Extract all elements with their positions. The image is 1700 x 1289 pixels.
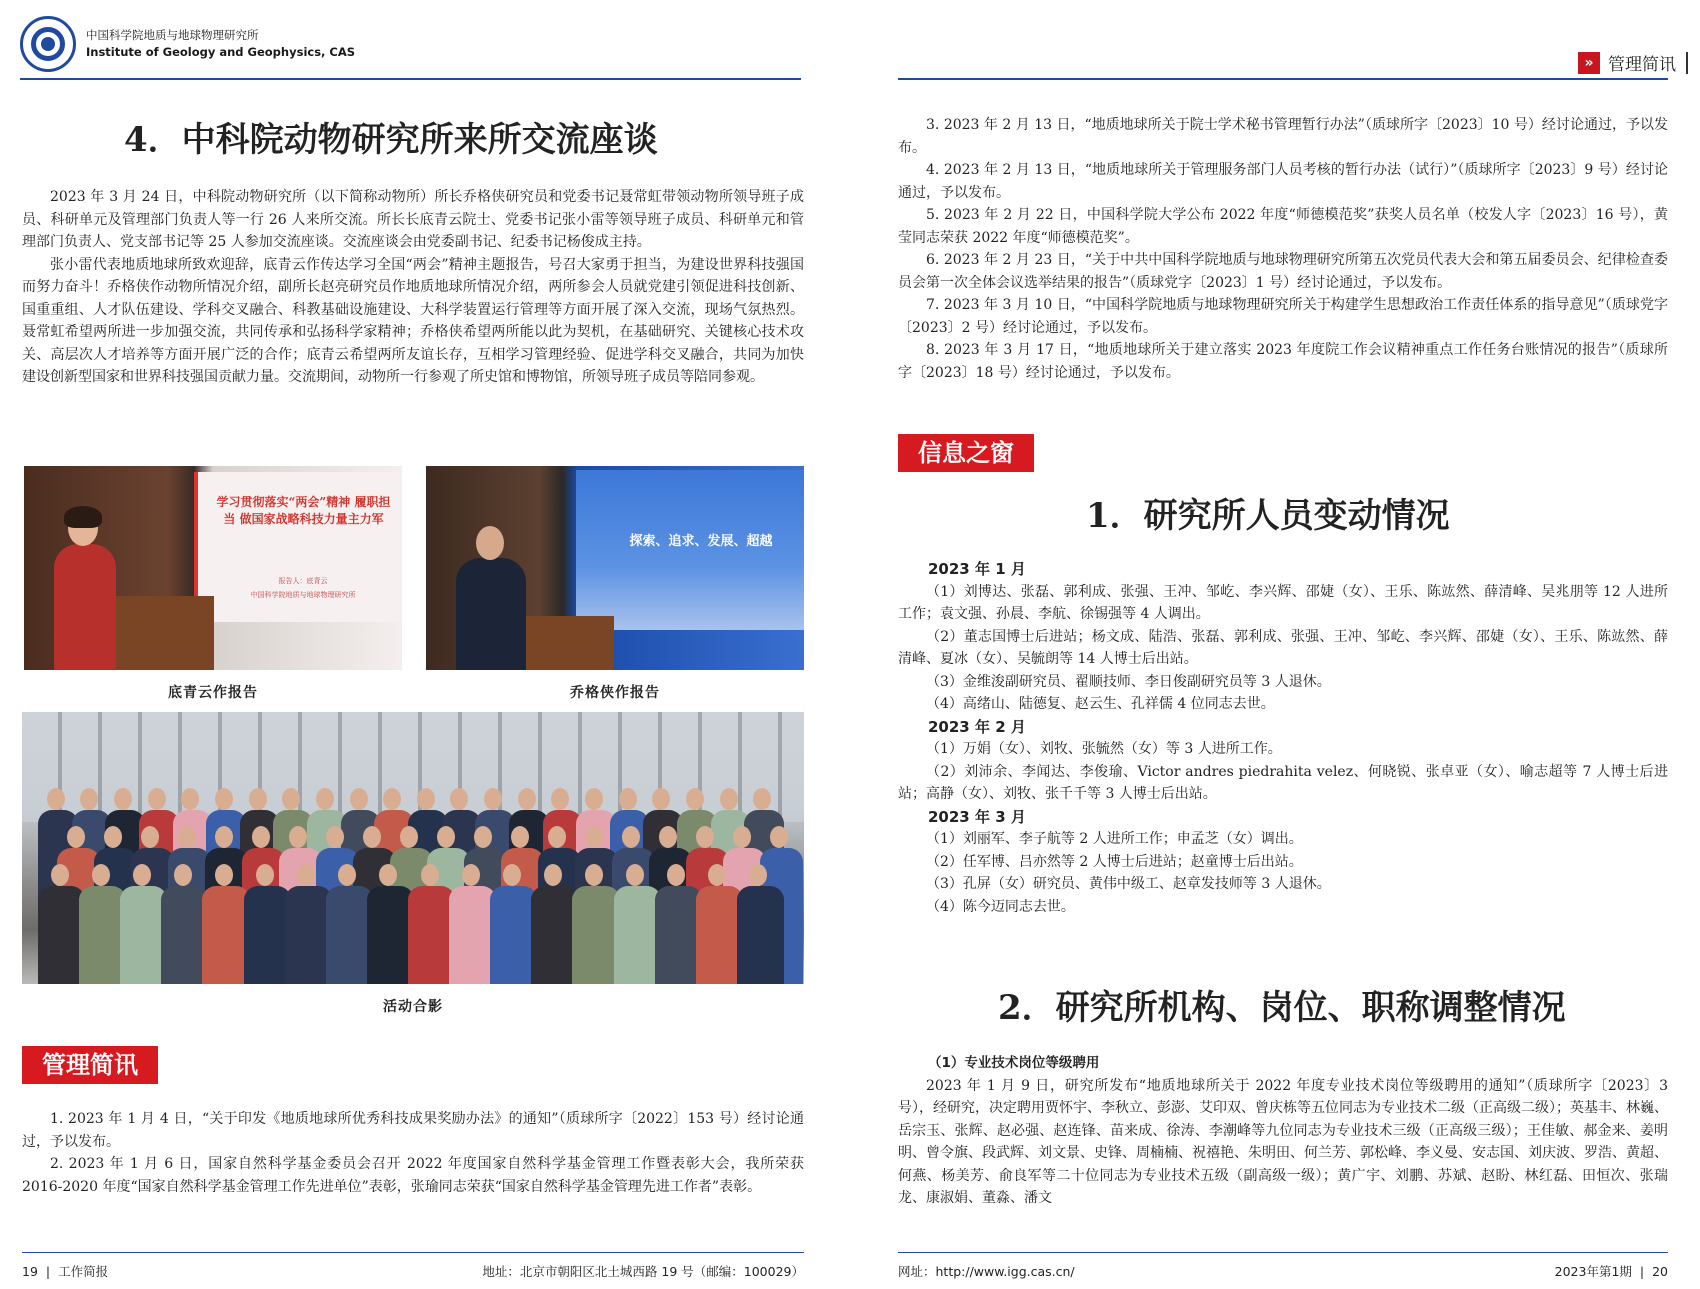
- group-photo-head: [178, 826, 196, 848]
- group-photo-head: [249, 788, 267, 810]
- group-photo-person: [531, 886, 578, 984]
- group-photo-head: [474, 826, 492, 848]
- news-item: 2. 2023 年 1 月 6 日，国家自然科学基金委员会召开 2022 年度国家自然科学基金管理工作暨表彰大会，我所荣获 2016-2020 年度“国家自然科学基金管理工作先进单位”表彰，张瑜同志荣获“国家自然科学基金管理先进工作者”表彰。: [22, 1156, 804, 1195]
- group-photo-head: [686, 788, 704, 810]
- group-photo-person: [490, 886, 537, 984]
- photo-caption: 底青云作报告: [168, 685, 258, 701]
- group-photo-head: [626, 864, 644, 886]
- group-photo-head: [753, 788, 771, 810]
- group-photo-head: [363, 826, 381, 848]
- podium: [104, 596, 214, 670]
- change-item: （1）刘博达、张磊、郭利成、张强、王冲、邹屹、李兴辉、邵婕（女）、王乐、陈竑然、薛清峰、吴兆朋等 12 人进所工作；袁文强、孙晨、李航、徐锡强等 4 人调出。: [898, 583, 1668, 622]
- group-photo-head: [551, 788, 569, 810]
- staff-changes: [898, 558, 1668, 918]
- position-adjustments: [898, 1052, 1668, 1210]
- group-photo-person: [408, 886, 455, 984]
- speaker-figure: [456, 526, 526, 670]
- slide-title: 学习贯彻落实“两会”精神 履职担当 做国家战略科技力量主力军: [216, 495, 391, 526]
- group-photo-head: [104, 826, 122, 848]
- group-photo-head: [316, 788, 334, 810]
- group-photo-head: [215, 864, 233, 886]
- group-photo-head: [770, 826, 788, 848]
- issue-label: 2023年第1期: [1554, 1264, 1632, 1279]
- page-number: 19: [22, 1264, 38, 1279]
- group-photo-head: [252, 826, 270, 848]
- news-item: 8. 2023 年 3 月 17 日，“地质地球所关于建立落实 2023 年度院工作会议精神重点工作任务台账情况的报告”（质球所字〔2023〕18 号）经讨论通过，予以发布。: [898, 342, 1668, 381]
- institute-header: [20, 16, 355, 72]
- institute-name-en: Institute of Geology and Geophysics, CAS: [86, 45, 356, 59]
- group-photo-head: [174, 864, 192, 886]
- group-photo-head: [659, 826, 677, 848]
- change-item: （2）董志国博士后进站；杨文成、陆浩、张磊、郭利成、张强、王冲、邹屹、李兴辉、邵婕（女）、王乐、陈竑然、薛清峰、夏冰（女）、吴毓朗等 14 人博士后出站。: [898, 628, 1668, 667]
- group-photo-head: [80, 788, 98, 810]
- group-photo-head: [350, 788, 368, 810]
- article-title: 4．中科院动物研究所来所交流座谈: [124, 120, 658, 160]
- footer-rule: [898, 1252, 1668, 1253]
- footer-rule: [22, 1252, 804, 1253]
- section-title: 1．研究所人员变动情况: [1086, 496, 1450, 536]
- group-photo-head: [51, 864, 69, 886]
- change-item: （3）金维浚副研究员、翟顺技师、李日俊副研究员等 3 人退休。: [926, 673, 1331, 690]
- group-photo-head: [437, 826, 455, 848]
- group-photo-person: [367, 886, 414, 984]
- news-item: 4. 2023 年 2 月 13 日，“地质地球所关于管理服务部门人员考核的暂行办法（试行）”（质球所字〔2023〕9 号）经讨论通过，予以发布。: [898, 162, 1668, 201]
- group-photo-head: [450, 788, 468, 810]
- group-photo-head: [326, 826, 344, 848]
- photo-di-qingyun-report: [24, 466, 402, 670]
- group-photo-head: [67, 826, 85, 848]
- presentation-slide: [194, 472, 402, 622]
- group-photo-head: [518, 788, 536, 810]
- article-body: [22, 186, 804, 389]
- month-heading: 2023 年 1 月: [928, 560, 1026, 578]
- group-photo-head: [720, 788, 738, 810]
- article-paragraph: 张小雷代表地质地球所致欢迎辞，底青云作传达学习全国“两会”精神主题报告，号召大家勇于担当，为建设世界科技强国而努力奋斗！乔格侠作动物所情况介绍，副所长赵亮研究员作地质地球所情况介绍，两所参会人员就党建引领促进科技创新、国重重组、人才队伍建设、学科交叉融合、科教基础设施建设、大科学装置运行管理等方面开展了深入交流，现场气氛热烈。聂常虹希望两所进一步加强交流，共同传承和弘扬科学家精神；乔格侠希望两所能以此为契机，在基础研究、关键核心技术攻关、高层次人才培养等方面开展广泛的合作；底青云希望两所友谊长存，互相学习管理经验、促进学科交叉融合，共同为加快建设创新型国家和世界科技强国贡献力量。交流期间，动物所一行参观了所史馆和博物馆，所领导班子成员等陪同参观。: [22, 256, 804, 385]
- institute-name-cn: 中国科学院地质与地球物理研究所: [86, 28, 259, 42]
- group-photo-head: [544, 864, 562, 886]
- change-item: （1）万娟（女）、刘牧、张毓然（女）等 3 人进所工作。: [926, 741, 1282, 757]
- news-item: 5. 2023 年 2 月 22 日，中国科学院大学公布 2022 年度“师德模范奖”获奖人员名单（校发人字〔2023〕16 号），黄莹同志荣获 2022 年度“师德模范奖”。: [898, 207, 1668, 246]
- group-photo-head: [400, 826, 418, 848]
- header-rule: [898, 78, 1668, 80]
- group-photo-person: [202, 886, 249, 984]
- slide-reporter-block: [208, 574, 398, 602]
- news-list: [22, 1108, 804, 1198]
- institute-logo: [20, 16, 76, 72]
- news-item: 1. 2023 年 1 月 4 日，“关于印发《地质地球所优秀科技成果奖励办法》的通知”（质球所字〔2022〕153 号）经讨论通过，予以发布。: [22, 1111, 804, 1150]
- group-photo-head: [133, 864, 151, 886]
- institute-name: [86, 27, 355, 61]
- group-photo-person: [696, 886, 743, 984]
- group-photo-person: [655, 886, 702, 984]
- change-item: （3）孔屏（女）研究员、黄伟中级工、赵章发技师等 3 人退休。: [926, 876, 1331, 892]
- group-photo-head: [585, 864, 603, 886]
- group-photo-head: [141, 826, 159, 848]
- change-item: （1）刘丽军、李子航等 2 人进所工作；申孟芝（女）调出。: [926, 831, 1303, 847]
- group-photo-person: [614, 886, 661, 984]
- header-rule: [20, 78, 801, 80]
- slide-org: 中国科学院地质与地球物理研究所: [250, 591, 356, 599]
- group-photo-head: [114, 788, 132, 810]
- footer-left: 19 | 工作简报: [22, 1264, 109, 1279]
- group-photo-person: [285, 886, 332, 984]
- group-photo-head: [585, 788, 603, 810]
- group-photo-head: [585, 826, 603, 848]
- group-photo-head: [622, 826, 640, 848]
- change-item: （2）任军博、吕亦然等 2 人博士后进站；赵童博士后出站。: [926, 853, 1303, 870]
- change-item: （4）陈今迈同志去世。: [926, 898, 1075, 915]
- group-photo-head: [619, 788, 637, 810]
- section-tag: 管理简讯: [22, 1046, 158, 1084]
- group-photo: [22, 712, 804, 984]
- group-photo-head: [548, 826, 566, 848]
- news-item: 3. 2023 年 2 月 13 日，“地质地球所关于院士学术秘书管理暂行办法”（质球所字〔2023〕10 号）经讨论通过，予以发布。: [898, 117, 1668, 156]
- news-item: 7. 2023 年 3 月 10 日，“中国科学院地质与地球物理研究所关于构建学生思想政治工作责任体系的指导意见”（质球党字〔2023〕2 号）经讨论通过，予以发布。: [898, 297, 1668, 336]
- article-paragraph: 2023 年 3 月 24 日，中科院动物研究所（以下简称动物所）所长乔格侠研究员和党委书记聂常虹带领动物所领导班子成员、科研单元及管理部门负责人等一行 26 人来所交流。所长长底青云院士、党委书记张小雷等领导班子成员、科研单元和管理部门负责人、党支部书记等 25 人参加交流座谈。交流座谈会由党委副书记、纪委书记杨俊成主持。: [22, 189, 804, 250]
- news-list: [898, 114, 1668, 384]
- group-photo-person: [244, 886, 291, 984]
- page-number: 20: [1652, 1264, 1668, 1279]
- group-photo-head: [462, 864, 480, 886]
- group-photo-head: [47, 788, 65, 810]
- presentation-slide: [576, 470, 804, 630]
- group-photo-person: [449, 886, 496, 984]
- right-page: [850, 0, 1700, 1289]
- speaker-figure: [54, 510, 114, 670]
- group-photo-head: [383, 788, 401, 810]
- footer-address: 地址：北京市朝阳区北土城西路 19 号（邮编：100029）: [482, 1264, 804, 1279]
- news-item: 6. 2023 年 2 月 23 日，“关于中共中国科学院地质与地球物理研究所第五次党员代表大会和第五届委员会、纪律检查委员会第一次全体会议选举结果的报告”（质球党字〔2023〕1 号）经讨论通过，予以发布。: [898, 252, 1668, 291]
- group-photo-head: [215, 788, 233, 810]
- group-photo-person: [572, 886, 619, 984]
- group-photo-head: [733, 826, 751, 848]
- section-header-label: 管理简讯: [1608, 55, 1676, 75]
- group-photo-head: [511, 826, 529, 848]
- group-photo-person: [737, 886, 784, 984]
- website-url: 网址：http://www.igg.cas.cn/: [898, 1264, 1075, 1279]
- slide-title: 探索、追求、发展、超越: [629, 534, 773, 549]
- group-photo-head: [289, 826, 307, 848]
- group-photo-head: [484, 788, 502, 810]
- group-photo-person: [120, 886, 167, 984]
- group-photo-head: [503, 864, 521, 886]
- photo-caption: 活动合影: [383, 999, 443, 1015]
- change-item: （4）高绪山、陆德复、赵云生、孔祥儒 4 位同志去世。: [926, 696, 1275, 712]
- subsection-heading: （1）专业技术岗位等级聘用: [928, 1055, 1100, 1071]
- group-photo-person: [161, 886, 208, 984]
- month-heading: 2023 年 2 月: [928, 717, 1026, 736]
- crowd: [42, 772, 782, 984]
- month-heading: 2023 年 3 月: [928, 807, 1026, 826]
- section-tag: 信息之窗: [898, 434, 1034, 472]
- double-chevron-icon: »: [1578, 52, 1600, 74]
- group-photo-head: [181, 788, 199, 810]
- adjustment-paragraph: 2023 年 1 月 9 日，研究所发布“地质地球所关于 2022 年度专业技术岗位等级聘用的通知”（质球所字〔2023〕3 号），经研究，决定聘用贾怀宇、李秋立、彭澎、艾印双、曾庆栋等五位同志为专业技术二级（正高级二级）；英基丰、林巍、岳宗玉、张辉、赵必强、赵连锋、苗来成、徐涛、李潮峰等九位同志为专业技术三级（正高级三级）；王佳敏、郝金来、姜明明、曾令旗、段武辉、刘文景、史锋、周楠楠、祝禧艳、朱明田、何兰芳、郭松峰、李义曼、安志国、刘庆波、罗浩、黄超、何燕、杨美芳、俞良军等二十位同志为专业技术五级（副高级一级）；黄广宇、刘鹏、苏斌、赵盼、林红磊、田恒次、张瑞龙、康淑娟、董淼、潘文: [898, 1077, 1668, 1206]
- group-photo-person: [326, 886, 373, 984]
- group-photo-head: [421, 864, 439, 886]
- publication-name: 工作简报: [58, 1264, 109, 1279]
- group-photo-head: [256, 864, 274, 886]
- group-photo-person: [79, 886, 126, 984]
- group-photo-head: [652, 788, 670, 810]
- photo-caption: 乔格侠作报告: [570, 685, 660, 701]
- section-title: 2．研究所机构、岗位、职称调整情况: [998, 988, 1566, 1028]
- group-photo-person: [38, 886, 85, 984]
- section-header: [1578, 50, 1688, 75]
- group-photo-head: [417, 788, 435, 810]
- group-photo-head: [215, 826, 233, 848]
- group-photo-head: [282, 788, 300, 810]
- group-photo-head: [92, 864, 110, 886]
- footer-right: 2023年第1期 | 20: [1554, 1264, 1668, 1279]
- slide-reporter: 报告人：底青云: [278, 577, 328, 585]
- group-photo-head: [148, 788, 166, 810]
- group-photo-head: [696, 826, 714, 848]
- photo-qiao-gexia-report: [426, 466, 804, 670]
- change-item: （2）刘沛余、李闻达、李俊瑜、Victor andres piedrahita velez、何晓锐、张卓亚（女）、喻志超等 7 人博士后进站；高静（女）、刘牧、张千千等 3 人博士后出站。: [898, 763, 1668, 802]
